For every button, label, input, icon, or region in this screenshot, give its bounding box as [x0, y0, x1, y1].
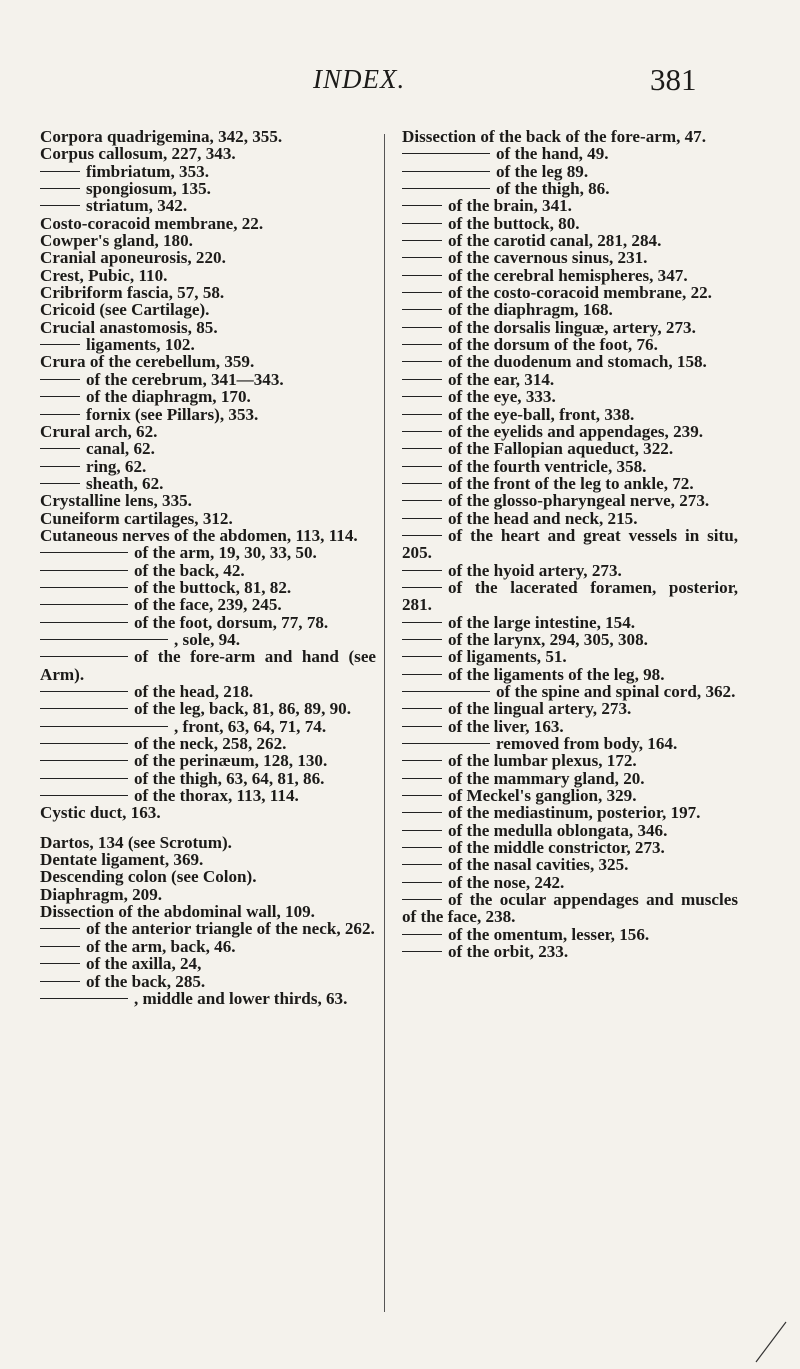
index-entry: Crural arch, 62. — [40, 421, 158, 441]
index-entry: Crest, Pubic, 110. — [40, 265, 168, 285]
index-subentry: of the medulla oblongata, 346. — [402, 822, 738, 839]
index-subentry: of the fourth ventricle, 358. — [402, 458, 738, 475]
index-entry: Diaphragm, 209. — [40, 884, 163, 904]
index-subentry: , middle and lower thirds, 63. — [40, 990, 376, 1007]
index-subentry: of the eyelids and appendages, 239. — [402, 423, 738, 440]
index-subentry: of the thigh, 63, 64, 81, 86. — [40, 770, 376, 787]
index-entry: Cowper's gland, 180. — [40, 231, 193, 251]
index-subentry: of the middle constrictor, 273. — [402, 839, 738, 856]
index-subentry: of the head, 218. — [40, 683, 376, 700]
index-subentry: of the large intestine, 154. — [402, 614, 738, 631]
index-subentry: of the neck, 258, 262. — [40, 735, 376, 752]
index-entry: Corpora quadrigemina, 342, 355. — [40, 127, 283, 146]
index-subentry: striatum, 342. — [40, 197, 376, 214]
index-subentry: of the spine and spinal cord, 362. — [402, 683, 738, 700]
index-subentry: of ligaments, 51. — [402, 648, 738, 665]
index-subentry: of the eye, 333. — [402, 388, 738, 405]
column-divider — [384, 134, 385, 1312]
index-subentry: of the mammary gland, 20. — [402, 770, 738, 787]
index-subentry: spongiosum, 135. — [40, 180, 376, 197]
index-subentry: of the Fallopian aqueduct, 322. — [402, 440, 738, 457]
index-subentry: of the ear, 314. — [402, 371, 738, 388]
index-subentry: of the face, 239, 245. — [40, 596, 376, 613]
index-subentry: of the buttock, 81, 82. — [40, 579, 376, 596]
index-subentry: canal, 62. — [40, 440, 376, 457]
index-subentry: of the duodenum and stomach, 158. — [402, 353, 738, 370]
index-entry: Corpus callosum, 227, 343. — [40, 144, 236, 164]
index-subentry: of the lacerated foramen, posterior, 281. — [402, 577, 738, 615]
index-entry: Dissection of the back of the fore-arm, 47. — [402, 127, 706, 146]
index-subentry: of the front of the leg to ankle, 72. — [402, 475, 738, 492]
index-subentry: of the eye-ball, front, 338. — [402, 406, 738, 423]
index-subentry: of the leg, back, 81, 86, 89, 90. — [40, 700, 376, 717]
index-subentry: of the cerebrum, 341—343. — [40, 371, 376, 388]
index-subentry: of the lingual artery, 273. — [402, 700, 738, 717]
index-subentry: ring, 62. — [40, 458, 376, 475]
index-column-right — [402, 128, 738, 961]
index-entry: Cystic duct, 163. — [40, 803, 161, 823]
index-subentry: of the thorax, 113, 114. — [40, 787, 376, 804]
index-subentry: fimbriatum, 353. — [40, 163, 376, 180]
page-number: 381 — [650, 62, 697, 97]
index-entry: Crura of the cerebellum, 359. — [40, 352, 255, 372]
index-subentry: of the arm, back, 46. — [40, 938, 376, 955]
index-subentry: of the leg 89. — [402, 163, 738, 180]
index-subentry: of the dorsum of the foot, 76. — [402, 336, 738, 353]
page-corner-mark — [752, 1320, 788, 1364]
index-entry: Cranial aponeurosis, 220. — [40, 248, 226, 268]
index-subentry: of the hand, 49. — [402, 145, 738, 162]
index-subentry: fornix (see Pillars), 353. — [40, 406, 376, 423]
index-subentry: of Meckel's ganglion, 329. — [402, 787, 738, 804]
index-entry: Crucial anastomosis, 85. — [40, 317, 218, 337]
index-subentry: of the cerebral hemispheres, 347. — [402, 267, 738, 284]
index-subentry: of the anterior triangle of the neck, 262. — [40, 920, 376, 937]
index-subentry: of the orbit, 233. — [402, 943, 738, 960]
index-subentry: removed from body, 164. — [402, 735, 738, 752]
index-subentry: of the thigh, 86. — [402, 180, 738, 197]
index-subentry: of the ligaments of the leg, 98. — [402, 666, 738, 683]
index-subentry: of the arm, 19, 30, 33, 50. — [40, 544, 376, 561]
index-subentry: , sole, 94. — [40, 631, 376, 648]
index-subentry: of the diaphragm, 168. — [402, 301, 738, 318]
index-subentry: of the ocular appendages and muscles of the face, 238. — [402, 890, 738, 927]
index-subentry: of the brain, 341. — [402, 197, 738, 214]
index-subentry: sheath, 62. — [40, 475, 376, 492]
index-subentry: of the heart and great vessels in situ, 205. — [402, 525, 738, 563]
index-entry: Cricoid (see Cartilage). — [40, 300, 210, 320]
letter-break — [40, 822, 376, 834]
index-subentry: of the larynx, 294, 305, 308. — [402, 631, 738, 648]
index-subentry: ligaments, 102. — [40, 336, 376, 353]
index-subentry: of the liver, 163. — [402, 718, 738, 735]
index-subentry: of the nose, 242. — [402, 874, 738, 891]
index-subentry: of the head and neck, 215. — [402, 510, 738, 527]
index-subentry: of the hyoid artery, 273. — [402, 562, 738, 579]
index-entry: Dentate ligament, 369. — [40, 850, 204, 870]
index-subentry: of the lumbar plexus, 172. — [402, 752, 738, 769]
index-subentry: of the diaphragm, 170. — [40, 388, 376, 405]
index-entry: Descending colon (see Colon). — [40, 867, 257, 887]
running-header — [0, 62, 800, 102]
index-entry: Cuneiform cartilages, 312. — [40, 508, 233, 528]
index-subentry: of the costo-coracoid membrane, 22. — [402, 284, 738, 301]
index-subentry: of the dorsalis linguæ, artery, 273. — [402, 319, 738, 336]
index-subentry: of the axilla, 24, — [40, 955, 376, 972]
index-subentry: of the nasal cavities, 325. — [402, 856, 738, 873]
index-subentry: of the back, 285. — [40, 973, 376, 990]
index-subentry: of the carotid canal, 281, 284. — [402, 232, 738, 249]
index-subentry: of the perinæum, 128, 130. — [40, 752, 376, 769]
index-subentry: of the fore-arm and hand (see Arm). — [40, 647, 376, 684]
index-column-left — [40, 128, 376, 1007]
index-subentry: of the back, 42. — [40, 562, 376, 579]
index-subentry: of the glosso-pharyngeal nerve, 273. — [402, 492, 738, 509]
index-entry: Costo-coracoid membrane, 22. — [40, 213, 264, 233]
index-entry: Cribriform fascia, 57, 58. — [40, 283, 225, 303]
index-subentry: of the foot, dorsum, 77, 78. — [40, 614, 376, 631]
index-subentry: of the cavernous sinus, 231. — [402, 249, 738, 266]
index-entry: Cutaneous nerves of the abdomen, 113, 114. — [40, 525, 358, 545]
index-subentry: of the mediastinum, posterior, 197. — [402, 804, 738, 821]
index-subentry: of the buttock, 80. — [402, 215, 738, 232]
index-subentry: , front, 63, 64, 71, 74. — [40, 718, 376, 735]
index-subentry: of the omentum, lesser, 156. — [402, 926, 738, 943]
index-entry: Dartos, 134 (see Scrotum). — [40, 832, 232, 852]
index-entry: Crystalline lens, 335. — [40, 491, 192, 511]
index-entry: Dissection of the abdominal wall, 109. — [40, 902, 315, 922]
running-title: INDEX. — [313, 64, 406, 94]
